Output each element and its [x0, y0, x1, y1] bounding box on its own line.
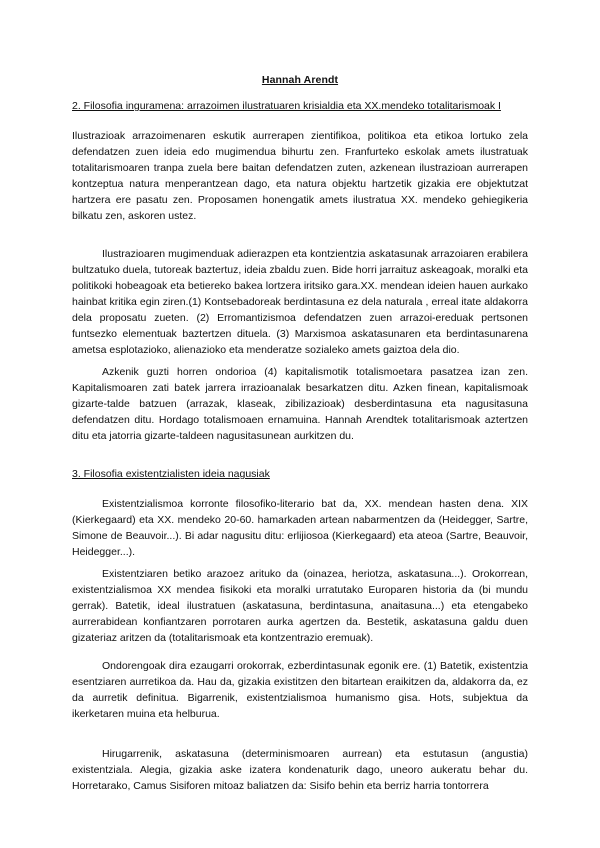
section-2-paragraph-2: Ilustrazioaren mugimenduak adierazpen eta kontzientzia askatasunak arrazoiaren erabilera bultzatuko duela, tutoreak baztertuz, ideia zbaldu zuen. Bide horri jarraituz askeagoak, moralki eta politikoki hobeagoak eta betiereko bakea lortzera iritsiko gara.XX. mendean ideien hauen aurkako hainbat kritika egin ziren.(1) Kontsebadoreak berdintasuna ez dela naturala , erreal itate aldakorra dela proposatu zueten. (2) Erromantizismoa defendatzen zuen arrazoi-ereduak pertsonen funtsezko elementuak baztertzen dituela. (3) Marxismoa askatasunaren eta berdintasunarena ametsa esplotazioko, alienazioko eta menderatze sozialeko amets gaiztoa dela dio. [72, 248, 528, 356]
section-3-heading: 3. Filosofia existentzialisten ideia nagusiak [72, 468, 270, 480]
section-3-paragraph-1: Existentzialismoa korronte filosofiko-literario bat da, XX. mendean hasten dena. XIX (Kierkegaard) eta XX. mendeko 20-60. hamarkaden artean nabarmentzen da (Heidegger, Sartre, Simone de Beauvoir...). Bi adar nagusitu ditu: erlijiosoa (Kierkegaard) eta ateoa (Sartre, Beauvoir, Heidegger...). [72, 498, 528, 558]
section-3-paragraph-2: Existentziaren betiko arazoez arituko da (oinazea, heriotza, askatasuna...). Orokorrean, existentzialismoa XX mendea fisikoki eta moralki urratutako Europaren historia da (bi mundu gerrak). Batetik, ideal ilustratuen (askatasuna, berdintasuna, anaitasuna...) eta etengabeko aurrerabidean konfiantzaren porrotaren aurka agertzen da. Bestetik, askatasuna galdu duen gizateriaz aritzen da (totalitarismoak eta kontzentrazio eremuak). [72, 568, 528, 644]
section-2-paragraph-3: Azkenik guzti horren ondorioa (4) kapitalismotik totalismoetara pasatzea izan zen. Kapitalismoaren zati batek jarrera irrazioanalak besarkatzen ditu. Azken finean, kapitalismoak gizarte-talde batzuen (arrazak, klaseak, zibilizazioak) desberdintasuna eta nagusitasuna defendatzen ditu. Hordago totalismoaen ernamuina. Hannah Arendtek totalitarismoak aztertzen ditu eta jatorria gizarte-taldeen nagusitasunean aurkitzen du. [72, 366, 528, 442]
section-3-paragraph-4: Hirugarrenik, askatasuna (determinismoaren aurrean) eta estutasun (angustia) existentziala. Alegia, gizakia aske izatera kondenaturik dago, uneoro aukeratu behar du. Horretarako, Camus Sisiforen mitoaz baliatzen da: Sisifo behin eta berriz harria tontorrera [72, 748, 528, 792]
section-3-paragraph-3: Ondorengoak dira ezaugarri orokorrak, ezberdintasunak egonik ere. (1) Batetik, existentzia esentziaren aurretikoa da. Hau da, gizakia existitzen den bitartean eraikitzen da, aldakorra da, ez da aurretik definitua. Bigarrenik, existentzialismoa humanismo gisa. Hots, subjektua da ikerketaren muina eta helburua. [72, 660, 528, 720]
section-2-paragraph-1: Ilustrazioak arrazoimenaren eskutik aurrerapen zientifikoa, politikoa eta etikoa lortuko zela defendatzen zuen ideia edo mugimendua bihurtu zen. Franfurteko eskolak amets ilustratuak totalitarismoaren tranpa zuela bere baitan defendatzen zuten, azkenean ilustrazioan aurrerapen kontzeptua natura menperantzean dago, eta natura objektu hartzetik gizakia ere objektutzat hartzera ere pasatu zen. Proposamen honengatik amets ilustratua XX. mendeko gehiegikeria bilkatu zen, askoren ustez. [72, 130, 528, 222]
document-title: Hannah Arendt [261, 74, 339, 86]
section-2-heading: 2. Filosofia inguramena: arrazoimen ilustratuaren krisialdia eta XX.mendeko totalitarismoak I [72, 100, 501, 112]
